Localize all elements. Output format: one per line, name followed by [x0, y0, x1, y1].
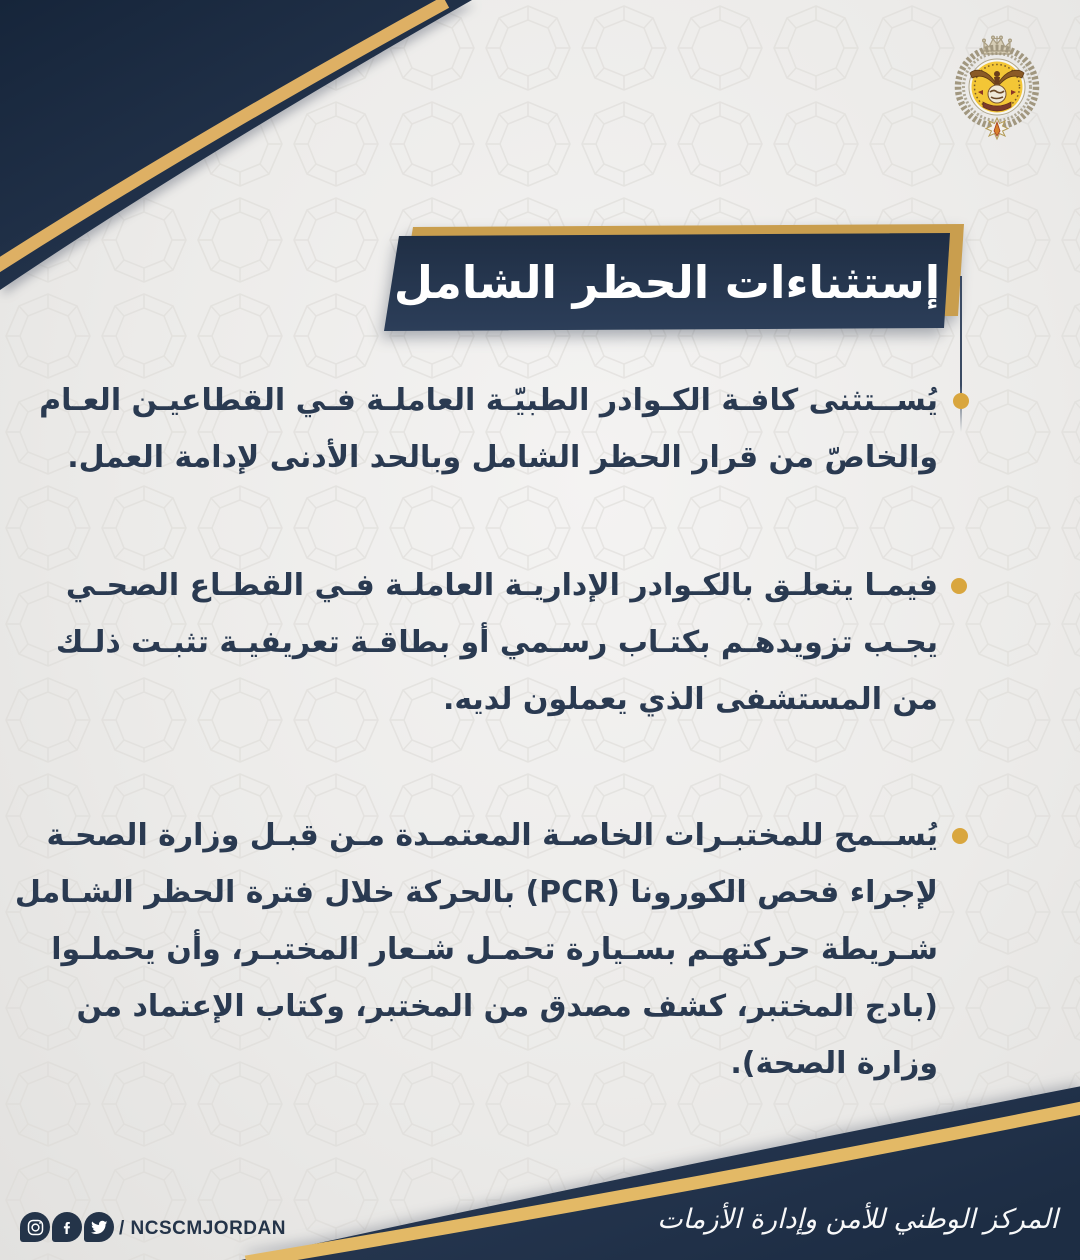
- bullet-line: من المستشفى الذي يعملون لديه.: [442, 682, 938, 717]
- bullet-paragraph: [14, 807, 938, 1092]
- bullet-line: شـريطة حركتهـم بسـيارة تحمـل شـعار المختبـر، وأن يحملـوا: [51, 932, 938, 967]
- bullet-dot: [953, 393, 969, 409]
- social-handle-text: / NCSCMJORDAN: [119, 1218, 286, 1239]
- bullet-line: يجـب تزويدهـم بكتـاب رسـمي أو بطاقـة تعريفيـة تثبـت ذلـك: [55, 625, 938, 660]
- ncscm-jordan-emblem-logo: [947, 30, 1047, 150]
- star-icon: [986, 118, 1008, 139]
- bullet-line: يُســمح للمختبـرات الخاصـة المعتمـدة مـن قبـل وزارة الصحـة: [46, 818, 938, 853]
- ncscm-signature-calligraphy: المركز الوطني للأمن وإدارة الأزمات: [657, 1204, 1058, 1235]
- bullet-dot: [952, 828, 968, 844]
- bullet-line: وزارة الصحة).: [730, 1046, 938, 1081]
- bullet-line: لإجراء فحص الكورونا (PCR) بالحركة خلال فترة الحظر الشـامل: [14, 875, 938, 910]
- page-title: إستثناءات الحظر الشامل: [393, 255, 941, 309]
- bullet-line: (بادج المختبر، كشف مصدق من المختبر، وكتاب الإعتماد من: [76, 989, 938, 1024]
- bullet-paragraph: [39, 372, 938, 486]
- twitter-icon[interactable]: [84, 1212, 114, 1242]
- instagram-icon[interactable]: [20, 1212, 50, 1242]
- bullet-dot: [951, 578, 967, 594]
- bullet-paragraph: [55, 557, 938, 728]
- bullet-line: فيمـا يتعلـق بالكـوادر الإداريـة العاملـة فـي القطـاع الصحـي: [65, 568, 938, 603]
- bullet-line: والخاصّ من قرار الحظر الشامل وبالحد الأدنى لإدامة العمل.: [67, 440, 938, 475]
- bullet-line: يُســتثنى كافـة الكـوادر الطبيّـة العاملـة فـي القطاعيـن العـام: [39, 383, 938, 418]
- facebook-icon[interactable]: [52, 1212, 82, 1242]
